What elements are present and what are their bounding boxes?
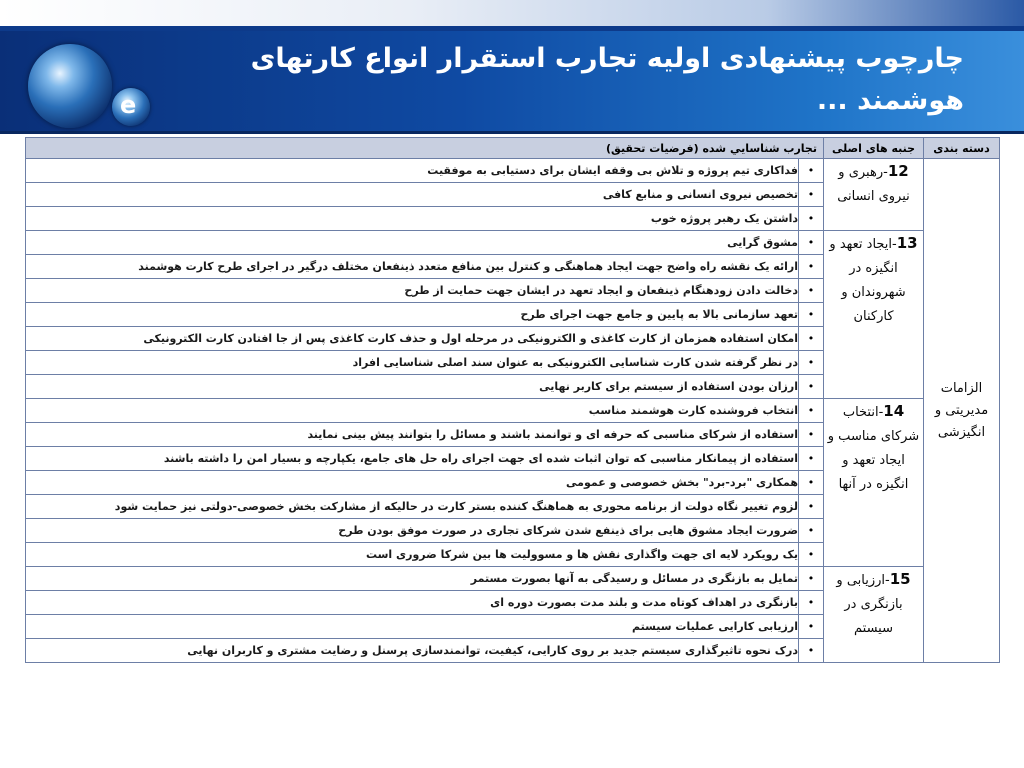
bullet-icon: • [799,303,824,327]
list-item: لزوم تغییر نگاه دولت از برنامه محوری به هماهنگ کننده بستر کارت در حالیکه از مشارکت بخش خصوصی-دولتی نیز حمایت شود [26,495,799,519]
table-body [26,159,1000,663]
aspect-number: 13 [896,234,918,252]
list-item: تعهد سازمانی بالا به پایین و جامع جهت اجرای طرح [26,303,799,327]
list-item: یک رویکرد لایه ای جهت واگذاری نقش ها و مسوولیت ها بین شرکا ضروری است [26,543,799,567]
list-item: استفاده از شرکای مناسبی که حرفه ای و توانمند باشند و مسائل را بتوانند پیش بینی نمایند [26,423,799,447]
table-row [26,567,1000,591]
table-row [26,399,1000,423]
bullet-icon: • [799,375,824,399]
bullet-icon: • [799,639,824,663]
aspect-number: 15 [889,570,911,588]
list-item: مشوق گرایی [26,231,799,255]
e-logo-icon [112,88,150,126]
bullet-icon: • [799,495,824,519]
header-items: تجارب شناسایي شده (فرضیات تحقیق) [26,138,824,159]
list-item: دخالت دادن زودهنگام ذینفعان و ایجاد تعهد در ایشان جهت حمایت از طرح [26,279,799,303]
bullet-icon: • [799,615,824,639]
header-category: دسته بندی [924,138,1000,159]
table-row [26,231,1000,255]
aspect-label: -ایجاد تعهد و انگیزه در شهروندان و کارکنان [829,237,906,324]
bullet-icon: • [799,471,824,495]
list-item: همکاری "برد-برد" بخش خصوصی و عمومی [26,471,799,495]
list-item: ارزان بودن استفاده از سیستم برای کاربر نهایی [26,375,799,399]
list-item: فداکاری تیم پروژه و تلاش بی وقفه ایشان برای دستیابی به موفقیت [26,159,799,183]
bullet-icon: • [799,591,824,615]
aspect-number: 12 [887,162,909,180]
table-row [26,159,1000,183]
list-item: درک نحوه تاثیرگذاری سیستم جدید بر روی کارایی، کیفیت، توانمندسازی پرسنل و رضایت مشتری و کاربران نهایی [26,639,799,663]
list-item: تمایل به بازنگری در مسائل و رسیدگی به آنها بصورت مستمر [26,567,799,591]
globe-logo-icon [28,44,112,128]
bullet-icon: • [799,567,824,591]
list-item: بازنگری در اهداف کوتاه مدت و بلند مدت بصورت دوره ای [26,591,799,615]
bullet-icon: • [799,423,824,447]
bullet-icon: • [799,279,824,303]
category-cell: الزامات مدیریتی و انگیزشی [924,159,1000,663]
list-item: استفاده از پیمانکار مناسبی که توان اثبات شده ای جهت اجرای راه حل های جامع، یکپارچه و بسیار امن را داشته باشند [26,447,799,471]
aspect-cell [824,231,924,399]
bullet-icon: • [799,183,824,207]
bullet-icon: • [799,159,824,183]
bullet-icon: • [799,519,824,543]
aspect-cell [824,159,924,231]
list-item: ارائه یک نقشه راه واضح جهت ایجاد هماهنگی و کنترل بین منافع متعدد ذینفعان مختلف درگیر در اجرای طرح کارت هوشمند [26,255,799,279]
list-item: در نظر گرفته شدن کارت شناسایی الکترونیکی به عنوان سند اصلی شناسایی افراد [26,351,799,375]
aspect-number: 14 [883,402,905,420]
list-item: تخصیص نیروی انسانی و منابع کافی [26,183,799,207]
bullet-icon: • [799,447,824,471]
aspect-cell [824,567,924,663]
header-aspect: جنبه های اصلی [824,138,924,159]
list-item: ضرورت ایجاد مشوق هایی برای ذینفع شدن شرکای تجاری در صورت موفق بودن طرح [26,519,799,543]
aspect-label: -انتخاب شرکای مناسب و ایجاد تعهد و انگیزه در آنها [827,405,920,492]
table-header-row [26,138,1000,159]
bullet-icon: • [799,327,824,351]
bullet-icon: • [799,543,824,567]
title-bar-border [0,131,1024,134]
aspect-label: -رهبری و نیروی انسانی [837,165,910,204]
bullet-icon: • [799,255,824,279]
list-item: امکان استفاده همزمان از کارت کاغذی و الکترونیکی در مرحله اول و حذف کارت کاغذی پس از جا افتادن کارت الکترونیکی [26,327,799,351]
bullet-icon: • [799,351,824,375]
framework-table [25,137,1000,663]
list-item: انتخاب فروشنده کارت هوشمند مناسب [26,399,799,423]
bullet-icon: • [799,399,824,423]
list-item: ارزیابی کارایی عملیات سیستم [26,615,799,639]
list-item: داشتن یک رهبر پروژه خوب [26,207,799,231]
slide-title: چارچوب پیشنهادی اولیه تجارب استقرار انواع کارتهای هوشمند ... [250,43,964,116]
e-logo-glyph: e [120,91,137,119]
bullet-icon: • [799,207,824,231]
top-band [0,0,1024,28]
bullet-icon: • [799,231,824,255]
aspect-cell [824,399,924,567]
aspect-label: -ارزیابی و بازنگری در سیستم [836,573,903,636]
